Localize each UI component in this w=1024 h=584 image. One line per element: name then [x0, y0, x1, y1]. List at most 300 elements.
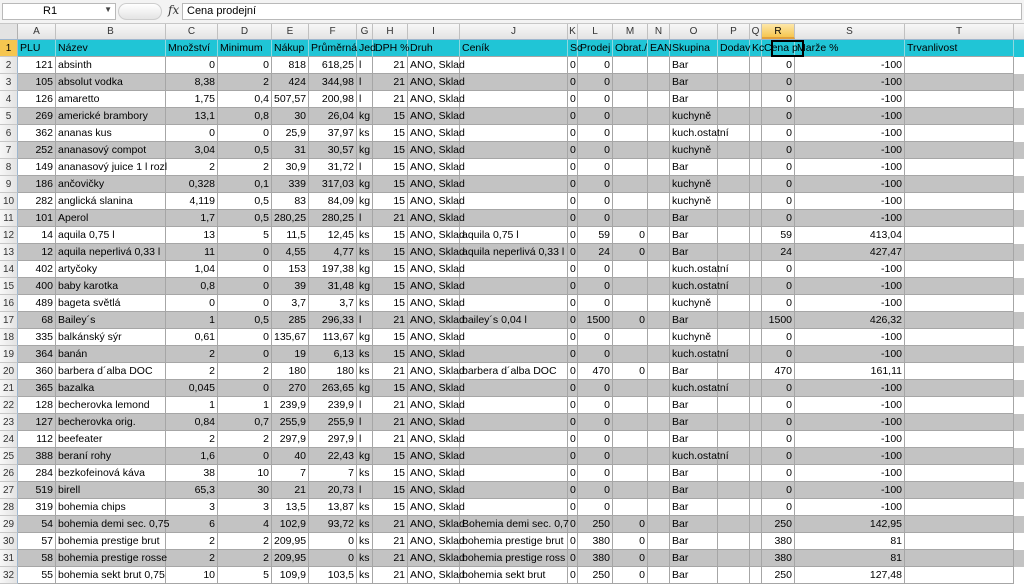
cell[interactable]: ananasový compot — [56, 142, 166, 159]
cell[interactable]: 2 — [166, 550, 218, 567]
cell[interactable]: 0,61 — [166, 329, 218, 346]
cell[interactable]: 519 — [18, 482, 56, 499]
cell[interactable] — [460, 482, 568, 499]
cell[interactable] — [905, 482, 1014, 499]
cell[interactable] — [750, 414, 762, 431]
formula-buttons[interactable] — [118, 3, 162, 20]
cell[interactable] — [718, 278, 750, 295]
cell[interactable]: ANO, Sklad — [408, 91, 460, 108]
cell[interactable]: bailey´s 0,04 l — [460, 312, 568, 329]
cell[interactable]: -100 — [795, 261, 905, 278]
cell[interactable]: 282 — [18, 193, 56, 210]
cell[interactable]: 15 — [373, 278, 408, 295]
cell[interactable]: 197,38 — [309, 261, 357, 278]
cell[interactable]: 21 — [373, 210, 408, 227]
column-header-q[interactable]: Q — [750, 24, 762, 39]
cell[interactable] — [460, 431, 568, 448]
header-cell[interactable]: Průměrná — [309, 40, 357, 57]
cell[interactable]: 0,8 — [218, 108, 272, 125]
cell[interactable]: 380 — [578, 550, 613, 567]
cell[interactable]: -100 — [795, 482, 905, 499]
cell[interactable]: 0 — [568, 465, 578, 482]
cell[interactable] — [648, 482, 670, 499]
cell[interactable]: 1 — [218, 397, 272, 414]
cell[interactable]: -100 — [795, 295, 905, 312]
cell[interactable]: 15 — [373, 448, 408, 465]
column-header-k[interactable]: K — [568, 24, 578, 39]
cell[interactable]: 38 — [166, 465, 218, 482]
cell[interactable]: 5 — [218, 227, 272, 244]
cell[interactable] — [460, 142, 568, 159]
cell[interactable]: kg — [357, 329, 373, 346]
cell[interactable]: kuch.ostatní — [670, 125, 718, 142]
select-all-corner[interactable] — [0, 24, 18, 39]
cell[interactable] — [718, 380, 750, 397]
cell[interactable]: 0 — [762, 210, 795, 227]
cell[interactable]: 2 — [218, 74, 272, 91]
cell[interactable]: l — [357, 159, 373, 176]
row-header[interactable]: 15 — [0, 278, 18, 295]
row-header[interactable]: 28 — [0, 499, 18, 516]
header-cell[interactable]: DPH % — [373, 40, 408, 57]
cell[interactable] — [718, 465, 750, 482]
cell[interactable]: Bar — [670, 482, 718, 499]
cell[interactable]: ANO, Sklad — [408, 482, 460, 499]
cell[interactable]: 0 — [762, 159, 795, 176]
cell[interactable]: kuchyně — [670, 329, 718, 346]
row-header[interactable]: 1 — [0, 40, 18, 57]
row-header[interactable]: 19 — [0, 346, 18, 363]
cell[interactable]: -100 — [795, 159, 905, 176]
cell[interactable]: 21 — [373, 74, 408, 91]
cell[interactable]: 0 — [762, 176, 795, 193]
cell[interactable]: 0 — [762, 380, 795, 397]
cell[interactable]: aquila 0,75 l — [56, 227, 166, 244]
cell[interactable]: 11,5 — [272, 227, 309, 244]
cell[interactable]: 6,13 — [309, 346, 357, 363]
cell[interactable]: 57 — [18, 533, 56, 550]
cell[interactable]: 0 — [578, 210, 613, 227]
cell[interactable] — [460, 74, 568, 91]
cell[interactable] — [750, 312, 762, 329]
column-header-d[interactable]: D — [218, 24, 272, 39]
cell[interactable]: kuch.ostatní — [670, 448, 718, 465]
cell[interactable]: absolut vodka — [56, 74, 166, 91]
cell[interactable]: 81 — [795, 550, 905, 567]
row-header[interactable]: 18 — [0, 329, 18, 346]
cell[interactable]: 15 — [373, 380, 408, 397]
cell[interactable]: 15 — [373, 142, 408, 159]
cell[interactable]: Bar — [670, 57, 718, 74]
cell[interactable]: 0 — [762, 482, 795, 499]
insert-function-icon[interactable]: fx — [168, 3, 180, 17]
cell[interactable]: ananasový juice 1 l rozl — [56, 159, 166, 176]
cell[interactable] — [460, 91, 568, 108]
cell[interactable]: ANO, Sklad — [408, 244, 460, 261]
cell[interactable] — [613, 329, 648, 346]
cell[interactable]: 0 — [568, 482, 578, 499]
cell[interactable] — [750, 244, 762, 261]
column-header-l[interactable]: L — [578, 24, 613, 39]
cell[interactable]: 0 — [578, 329, 613, 346]
column-header-j[interactable]: J — [460, 24, 568, 39]
cell[interactable] — [460, 108, 568, 125]
cell[interactable]: 0 — [218, 57, 272, 74]
cell[interactable]: 0 — [613, 363, 648, 380]
column-header-p[interactable]: P — [718, 24, 750, 39]
cell[interactable]: 2 — [166, 159, 218, 176]
cell[interactable] — [750, 227, 762, 244]
cell[interactable]: 24 — [578, 244, 613, 261]
cell[interactable] — [613, 91, 648, 108]
cell[interactable]: ančovičky — [56, 176, 166, 193]
cell[interactable] — [613, 108, 648, 125]
cell[interactable]: 0 — [762, 108, 795, 125]
cell[interactable]: 13,5 — [272, 499, 309, 516]
cell[interactable]: -100 — [795, 74, 905, 91]
cell[interactable]: becherovka lemond — [56, 397, 166, 414]
cell[interactable]: 3,7 — [309, 295, 357, 312]
cell[interactable]: 250 — [762, 516, 795, 533]
cell[interactable]: 0 — [218, 261, 272, 278]
row-header[interactable]: 14 — [0, 261, 18, 278]
cell[interactable]: 58 — [18, 550, 56, 567]
cell[interactable]: 65,3 — [166, 482, 218, 499]
cell[interactable]: 1500 — [762, 312, 795, 329]
cell[interactable]: 30,57 — [309, 142, 357, 159]
cell[interactable]: -100 — [795, 380, 905, 397]
cell[interactable]: 101 — [18, 210, 56, 227]
cell[interactable] — [718, 550, 750, 567]
cell[interactable] — [718, 295, 750, 312]
cell[interactable]: 102,9 — [272, 516, 309, 533]
cell[interactable]: 0 — [578, 125, 613, 142]
cell[interactable] — [648, 227, 670, 244]
cell[interactable]: 13,1 — [166, 108, 218, 125]
header-cell[interactable]: PLU — [18, 40, 56, 57]
cell[interactable] — [905, 295, 1014, 312]
cell[interactable]: 121 — [18, 57, 56, 74]
cell[interactable]: 380 — [578, 533, 613, 550]
cell[interactable] — [648, 312, 670, 329]
cell[interactable]: Bar — [670, 159, 718, 176]
cell[interactable]: Bar — [670, 567, 718, 584]
cell[interactable]: 0 — [762, 431, 795, 448]
cell[interactable] — [718, 312, 750, 329]
cell[interactable]: ANO, Sklad — [408, 57, 460, 74]
cell[interactable] — [718, 516, 750, 533]
cell[interactable]: ANO, Sklad — [408, 363, 460, 380]
cell[interactable] — [613, 176, 648, 193]
cell[interactable] — [613, 57, 648, 74]
cell[interactable] — [905, 465, 1014, 482]
cell[interactable]: ANO, Sklad — [408, 465, 460, 482]
cell[interactable]: ks — [357, 567, 373, 584]
cell[interactable]: ks — [357, 125, 373, 142]
cell[interactable]: 0,5 — [218, 210, 272, 227]
row-header[interactable]: 3 — [0, 74, 18, 91]
cell[interactable]: 15 — [373, 193, 408, 210]
cell[interactable]: kuchyně — [670, 142, 718, 159]
cell[interactable] — [460, 57, 568, 74]
cell[interactable]: 0 — [762, 465, 795, 482]
cell[interactable] — [905, 499, 1014, 516]
cell[interactable]: 21 — [373, 363, 408, 380]
cell[interactable]: ANO, Sklad — [408, 227, 460, 244]
cell[interactable]: 84,09 — [309, 193, 357, 210]
cell[interactable]: 31 — [272, 142, 309, 159]
cell[interactable]: 0 — [578, 57, 613, 74]
cell[interactable]: Bar — [670, 397, 718, 414]
cell[interactable] — [613, 448, 648, 465]
cell[interactable] — [648, 125, 670, 142]
cell[interactable]: 0 — [762, 74, 795, 91]
cell[interactable]: kg — [357, 278, 373, 295]
cell[interactable]: -100 — [795, 465, 905, 482]
row-header[interactable]: 13 — [0, 244, 18, 261]
cell[interactable]: ANO, Sklad — [408, 499, 460, 516]
cell[interactable]: 239,9 — [309, 397, 357, 414]
row-header[interactable]: 7 — [0, 142, 18, 159]
cell[interactable]: 250 — [578, 567, 613, 584]
cell[interactable]: 2 — [218, 363, 272, 380]
cell[interactable]: 0 — [568, 329, 578, 346]
cell[interactable]: Bar — [670, 244, 718, 261]
cell[interactable] — [460, 159, 568, 176]
cell[interactable]: 0 — [218, 329, 272, 346]
cell[interactable]: 15 — [373, 465, 408, 482]
cell[interactable]: Bar — [670, 414, 718, 431]
cell[interactable]: 0 — [568, 108, 578, 125]
cell[interactable]: 0 — [578, 414, 613, 431]
cell[interactable]: 15 — [373, 159, 408, 176]
cell[interactable] — [905, 431, 1014, 448]
cell[interactable]: Bar — [670, 210, 718, 227]
cell[interactable] — [750, 210, 762, 227]
cell[interactable] — [905, 363, 1014, 380]
cell[interactable]: aquila neperlivá 0,33 l — [460, 244, 568, 261]
cell[interactable]: 0 — [578, 499, 613, 516]
header-cell[interactable]: Kc — [750, 40, 762, 57]
cell[interactable]: l — [357, 57, 373, 74]
cell[interactable]: 402 — [18, 261, 56, 278]
cell[interactable]: bezkofeinová káva — [56, 465, 166, 482]
cell[interactable]: ANO, Sklad — [408, 176, 460, 193]
cell[interactable]: 142,95 — [795, 516, 905, 533]
cell[interactable]: ANO, Sklad — [408, 108, 460, 125]
cell[interactable]: 0 — [568, 91, 578, 108]
cell[interactable]: 59 — [762, 227, 795, 244]
cell[interactable]: 0 — [568, 210, 578, 227]
cell[interactable] — [648, 261, 670, 278]
cell[interactable] — [460, 329, 568, 346]
cell[interactable]: 21 — [373, 91, 408, 108]
cell[interactable]: beraní rohy — [56, 448, 166, 465]
cell[interactable] — [613, 397, 648, 414]
cell[interactable] — [750, 57, 762, 74]
cell[interactable]: 0 — [166, 57, 218, 74]
cell[interactable]: 2 — [166, 431, 218, 448]
cell[interactable] — [718, 346, 750, 363]
cell[interactable]: 239,9 — [272, 397, 309, 414]
cell[interactable]: 4,77 — [309, 244, 357, 261]
row-header[interactable]: 6 — [0, 125, 18, 142]
cell[interactable] — [613, 261, 648, 278]
cell[interactable] — [718, 159, 750, 176]
cell[interactable]: 0 — [578, 74, 613, 91]
cell[interactable] — [648, 346, 670, 363]
cell[interactable]: 1,6 — [166, 448, 218, 465]
cell[interactable]: 0 — [578, 142, 613, 159]
cell[interactable]: kuch.ostatní — [670, 278, 718, 295]
cell[interactable] — [750, 567, 762, 584]
header-cell[interactable]: Obrat./ — [613, 40, 648, 57]
cell[interactable]: 0 — [578, 159, 613, 176]
cell[interactable]: -100 — [795, 329, 905, 346]
cell[interactable] — [648, 516, 670, 533]
cell[interactable]: 112 — [18, 431, 56, 448]
cell[interactable]: -100 — [795, 210, 905, 227]
cell[interactable] — [460, 278, 568, 295]
cell[interactable]: 360 — [18, 363, 56, 380]
cell[interactable] — [750, 329, 762, 346]
cell[interactable] — [718, 448, 750, 465]
cell[interactable]: 297,9 — [272, 431, 309, 448]
cell[interactable]: ANO, Sklad — [408, 142, 460, 159]
cell[interactable]: 1500 — [578, 312, 613, 329]
cell[interactable]: aquila neperlivá 0,33 l — [56, 244, 166, 261]
cell[interactable] — [648, 414, 670, 431]
cell[interactable] — [460, 465, 568, 482]
cell[interactable]: 39 — [272, 278, 309, 295]
cell[interactable]: 31,48 — [309, 278, 357, 295]
cell[interactable]: 0 — [568, 261, 578, 278]
cell[interactable]: -100 — [795, 176, 905, 193]
cell[interactable] — [648, 329, 670, 346]
cell[interactable] — [460, 261, 568, 278]
cell[interactable]: 31,72 — [309, 159, 357, 176]
row-header[interactable]: 23 — [0, 414, 18, 431]
cell[interactable]: Bar — [670, 499, 718, 516]
cell[interactable]: 0 — [762, 278, 795, 295]
cell[interactable] — [905, 74, 1014, 91]
cell[interactable]: 113,67 — [309, 329, 357, 346]
cell[interactable]: -100 — [795, 499, 905, 516]
header-cell[interactable]: Cena p — [762, 40, 795, 57]
cell[interactable]: 364 — [18, 346, 56, 363]
cell[interactable]: 1,7 — [166, 210, 218, 227]
cell[interactable]: Bar — [670, 550, 718, 567]
cell[interactable]: 15 — [373, 482, 408, 499]
cell[interactable] — [718, 567, 750, 584]
cell[interactable]: 818 — [272, 57, 309, 74]
cell[interactable] — [905, 516, 1014, 533]
cell[interactable]: 21 — [272, 482, 309, 499]
cell[interactable]: 209,95 — [272, 533, 309, 550]
cell[interactable]: 19 — [272, 346, 309, 363]
cell[interactable]: kuchyně — [670, 193, 718, 210]
cell[interactable]: ANO, Sklad — [408, 312, 460, 329]
cell[interactable] — [648, 533, 670, 550]
column-header-g[interactable]: G — [357, 24, 373, 39]
cell[interactable] — [750, 176, 762, 193]
cell[interactable]: kuch.ostatní — [670, 261, 718, 278]
cell[interactable] — [905, 108, 1014, 125]
cell[interactable]: birell — [56, 482, 166, 499]
cell[interactable]: 0 — [568, 448, 578, 465]
cell[interactable]: 83 — [272, 193, 309, 210]
cell[interactable] — [613, 414, 648, 431]
row-header[interactable]: 2 — [0, 57, 18, 74]
cell[interactable] — [460, 193, 568, 210]
cell[interactable]: 126 — [18, 91, 56, 108]
cell[interactable]: 15 — [373, 244, 408, 261]
cell[interactable]: ANO, Sklad — [408, 533, 460, 550]
cell[interactable]: ANO, Sklad — [408, 278, 460, 295]
cell[interactable]: ks — [357, 346, 373, 363]
cell[interactable] — [750, 108, 762, 125]
cell[interactable]: 8,38 — [166, 74, 218, 91]
cell[interactable] — [905, 397, 1014, 414]
cell[interactable]: 0 — [568, 397, 578, 414]
cell[interactable]: 6 — [166, 516, 218, 533]
cell[interactable]: 0 — [762, 295, 795, 312]
cell[interactable]: 15 — [373, 346, 408, 363]
cell[interactable] — [648, 176, 670, 193]
cell[interactable]: 12 — [18, 244, 56, 261]
cell[interactable]: 14 — [18, 227, 56, 244]
cell[interactable]: 0 — [218, 380, 272, 397]
cell[interactable] — [750, 193, 762, 210]
cell[interactable]: 0 — [166, 125, 218, 142]
cell[interactable] — [718, 414, 750, 431]
row-header[interactable]: 16 — [0, 295, 18, 312]
cell[interactable]: l — [357, 397, 373, 414]
cell[interactable]: 0,5 — [218, 193, 272, 210]
cell[interactable] — [460, 397, 568, 414]
cell[interactable]: 0 — [568, 227, 578, 244]
cell[interactable]: barbera d´alba DOC — [56, 363, 166, 380]
cell[interactable] — [905, 193, 1014, 210]
cell[interactable]: Bar — [670, 74, 718, 91]
cell[interactable]: beefeater — [56, 431, 166, 448]
row-header[interactable]: 25 — [0, 448, 18, 465]
cell[interactable]: 161,11 — [795, 363, 905, 380]
cell[interactable] — [905, 125, 1014, 142]
cell[interactable]: ANO, Sklad — [408, 431, 460, 448]
row-header[interactable]: 20 — [0, 363, 18, 380]
cell[interactable] — [613, 210, 648, 227]
cell[interactable]: 250 — [762, 567, 795, 584]
cell[interactable] — [613, 380, 648, 397]
cell[interactable]: 4,119 — [166, 193, 218, 210]
row-header[interactable]: 27 — [0, 482, 18, 499]
cell[interactable]: 127 — [18, 414, 56, 431]
cell[interactable]: 21 — [373, 414, 408, 431]
cell[interactable] — [750, 363, 762, 380]
cell[interactable]: ANO, Sklad — [408, 414, 460, 431]
cell[interactable] — [648, 550, 670, 567]
cell[interactable]: 37,97 — [309, 125, 357, 142]
cell[interactable] — [905, 91, 1014, 108]
cell[interactable]: 507,57 — [272, 91, 309, 108]
cell[interactable]: 0 — [568, 57, 578, 74]
cell[interactable]: 380 — [762, 550, 795, 567]
cell[interactable]: ANO, Sklad — [408, 295, 460, 312]
cell[interactable]: 250 — [578, 516, 613, 533]
cell[interactable] — [460, 414, 568, 431]
cell[interactable]: 365 — [18, 380, 56, 397]
